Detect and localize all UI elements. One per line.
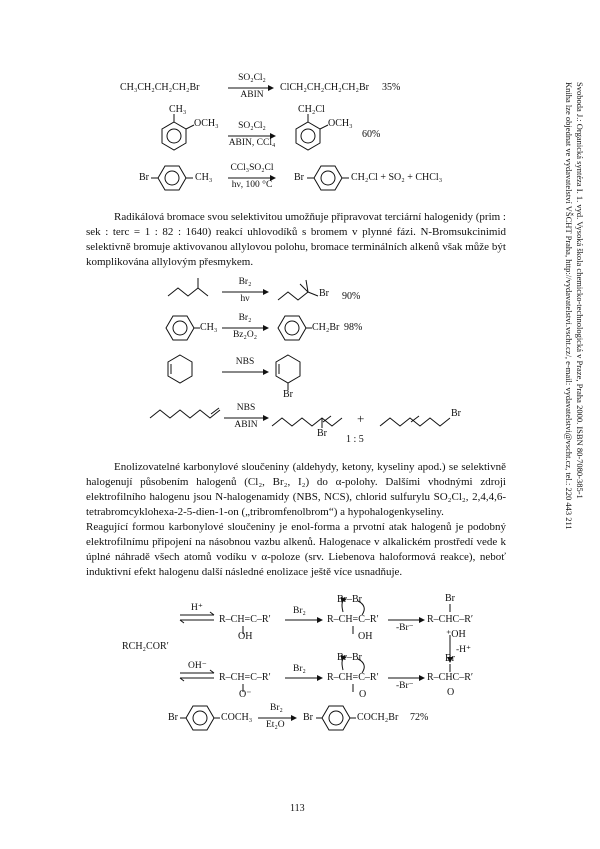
b-product: CH₂Br bbox=[312, 322, 340, 333]
acid-product-oh: ⁺OH bbox=[446, 629, 466, 640]
r1-yield: 35% bbox=[382, 82, 401, 93]
paragraph-enolizable-carbonyls: Enolizovatelné karbonylové sloučeniny (aldehydy, ketony, kyseliny apod.) se selektivně halogenují působením halogenů (Cl₂, Br₂, I₂) do α-polohy. Dalšími vhodnými zdroji elektrofilního halogenu jsou N-halogenamidy (NBS, NCS), chlorid sulfurylu SO₂Cl₂, 2,4,4,6-tetrabromcyklohexa-2-5-dien-1-on („tribromfenolbrom“) a hypohalogenkyseliny. bbox=[86, 461, 506, 518]
acid-intermediate: R–CH=C–R′ bbox=[327, 614, 379, 625]
base-br2: Br₂ bbox=[293, 664, 306, 674]
d-reagent: NBS bbox=[236, 403, 256, 413]
cyclohexene-c2 bbox=[276, 355, 300, 383]
a-br: Br bbox=[319, 288, 329, 299]
last-solvent: Et₂O bbox=[266, 720, 285, 730]
side-note-order-info: Kniha lze objednat ve vydavatelství VŠCHT Praha, http://vydavatelstvi.vscht.cz/, e-mail: vydavatelstvi@vscht.cz, tel.: 220 443 211 bbox=[564, 82, 574, 530]
r3-br-product: Br bbox=[294, 172, 304, 183]
d-br: Br bbox=[317, 428, 327, 439]
b-initiator: Bz₂O₂ bbox=[232, 330, 258, 340]
r3-ch3: CH₃ bbox=[195, 172, 213, 183]
r2-ch2cl: CH₂Cl bbox=[298, 104, 325, 115]
r2-yield: 60% bbox=[362, 129, 381, 140]
b-reagent: Br₂ bbox=[238, 313, 252, 323]
benzene-ring-r2b bbox=[296, 122, 320, 150]
r2-och3: OCH₃ bbox=[194, 118, 219, 129]
benzene-ring-last2 bbox=[322, 706, 350, 730]
enol-oh: OH bbox=[238, 631, 253, 642]
acid-minus-br: -Br⁻ bbox=[396, 623, 414, 633]
enol-form: R–CH=C–R′ bbox=[219, 614, 271, 625]
a-reagent: Br₂ bbox=[238, 277, 252, 287]
b-ch3: CH₃ bbox=[200, 322, 218, 333]
r1-catalyst: ABIN bbox=[240, 90, 264, 100]
base-catalyst: OH⁻ bbox=[188, 661, 207, 671]
base-br-top: Br bbox=[445, 653, 455, 664]
paragraph-radical-bromination: Radikálová bromace svou selektivitou umožňuje připravovat terciární halogenidy (prim : sek : terc = 1 : 82 : 1640) reakcí uhlovodíků s bromem v plynné fázi. N-Bromsukcinimid selektivně bromuje aktivovanou allylovou polohu, bromace terminálních alkenů však může být komplikována allylovým přesmykem. bbox=[86, 211, 506, 268]
benzene-ring-r3a bbox=[158, 166, 186, 190]
r3-products: CH₂Cl + SO₂ + CHCl₃ bbox=[351, 172, 443, 183]
d-initiator: ABIN bbox=[234, 420, 258, 430]
base-product: R–CHC–R′ bbox=[427, 672, 474, 683]
benzene-ring-b2 bbox=[278, 316, 306, 340]
last-reagent: Br₂ bbox=[270, 703, 283, 713]
base-product-o: O bbox=[447, 687, 455, 698]
r2-ch3: CH₃ bbox=[169, 104, 187, 115]
c-br: Br bbox=[283, 389, 293, 400]
acid-catalyst: H⁺ bbox=[191, 603, 203, 613]
last-product: COCH₂Br bbox=[357, 712, 399, 723]
d-br-product2: Br bbox=[451, 408, 461, 419]
last-br-product: Br bbox=[303, 712, 313, 723]
r2-och3-product: OCH₃ bbox=[328, 118, 353, 129]
a-yield: 90% bbox=[342, 291, 361, 302]
last-coch3: COCH₃ bbox=[221, 712, 253, 723]
base-minus-br: -Br⁻ bbox=[396, 681, 414, 691]
side-note-citation: Svoboda J.: Organická syntéza I. 1. vyd. Vysoká škola chemicko-technologická v Praze, Praha 2000. ISBN 80-7080-385-1 bbox=[575, 82, 585, 499]
alkane-zigzag-a bbox=[168, 288, 208, 296]
alkene-chain-d bbox=[150, 410, 220, 418]
r3-br: Br bbox=[139, 172, 149, 183]
base-intermediate: R–CH=C–R′ bbox=[327, 672, 379, 683]
enolate-form: R–CH=C–R′ bbox=[219, 672, 271, 683]
benzene-ring-r3b bbox=[314, 166, 342, 190]
base-br-br: Br–Br bbox=[337, 652, 362, 663]
a-condition: hν bbox=[240, 294, 250, 304]
paragraph-enol-mechanism: Reagující formou karbonylové sloučeniny je enol-forma a prvotní atak halogenů je podobný elektrofilnímu připojení na násobnou vazbu alkenů. Halogenace v alkalickém prostředí vede k úplné náhradě všech atomů vodíku v α-poloze (srv. Liebenova haloformová reakce), neboť induktivní efekt halogenu další následné enolizace ještě více usnadňuje. bbox=[86, 521, 506, 578]
r1-reactant: CH₃CH₂CH₂CH₂Br bbox=[120, 82, 200, 93]
r1-reagent: SO₂Cl₂ bbox=[238, 73, 266, 83]
benzene-ring-b1 bbox=[166, 316, 194, 340]
enolate-o: O⁻ bbox=[239, 689, 252, 700]
acid-br-top: Br bbox=[445, 593, 455, 604]
page-number: 113 bbox=[290, 803, 305, 814]
r3-conditions: hν, 100 °C bbox=[231, 180, 273, 190]
r1-product: ClCH₂CH₂CH₂CH₂Br bbox=[280, 82, 369, 93]
c-reagent: NBS bbox=[235, 357, 255, 367]
d-plus: + bbox=[357, 411, 365, 426]
start-ketone: RCH₂COR′ bbox=[122, 641, 169, 652]
minus-proton: -H⁺ bbox=[456, 645, 472, 655]
base-intermediate-o: O bbox=[359, 689, 367, 700]
acid-product: R–CHC–R′ bbox=[427, 614, 474, 625]
acid-br-br: Br–Br bbox=[337, 594, 362, 605]
r2-reagent: SO₂Cl₂ bbox=[238, 121, 266, 131]
cyclohexene-c1 bbox=[168, 355, 192, 383]
acid-br2: Br₂ bbox=[293, 606, 306, 616]
r2-conditions: ABIN, CCl₄ bbox=[228, 138, 276, 148]
last-yield: 72% bbox=[410, 712, 429, 723]
b-yield: 98% bbox=[344, 322, 363, 333]
d-ratio: 1 : 5 bbox=[346, 434, 364, 445]
benzene-ring-last1 bbox=[186, 706, 214, 730]
acid-intermediate-oh: OH bbox=[358, 631, 373, 642]
r3-reagent: CCl₃SO₂Cl bbox=[230, 163, 274, 173]
benzene-ring-r2a bbox=[162, 122, 186, 150]
last-br: Br bbox=[168, 712, 178, 723]
